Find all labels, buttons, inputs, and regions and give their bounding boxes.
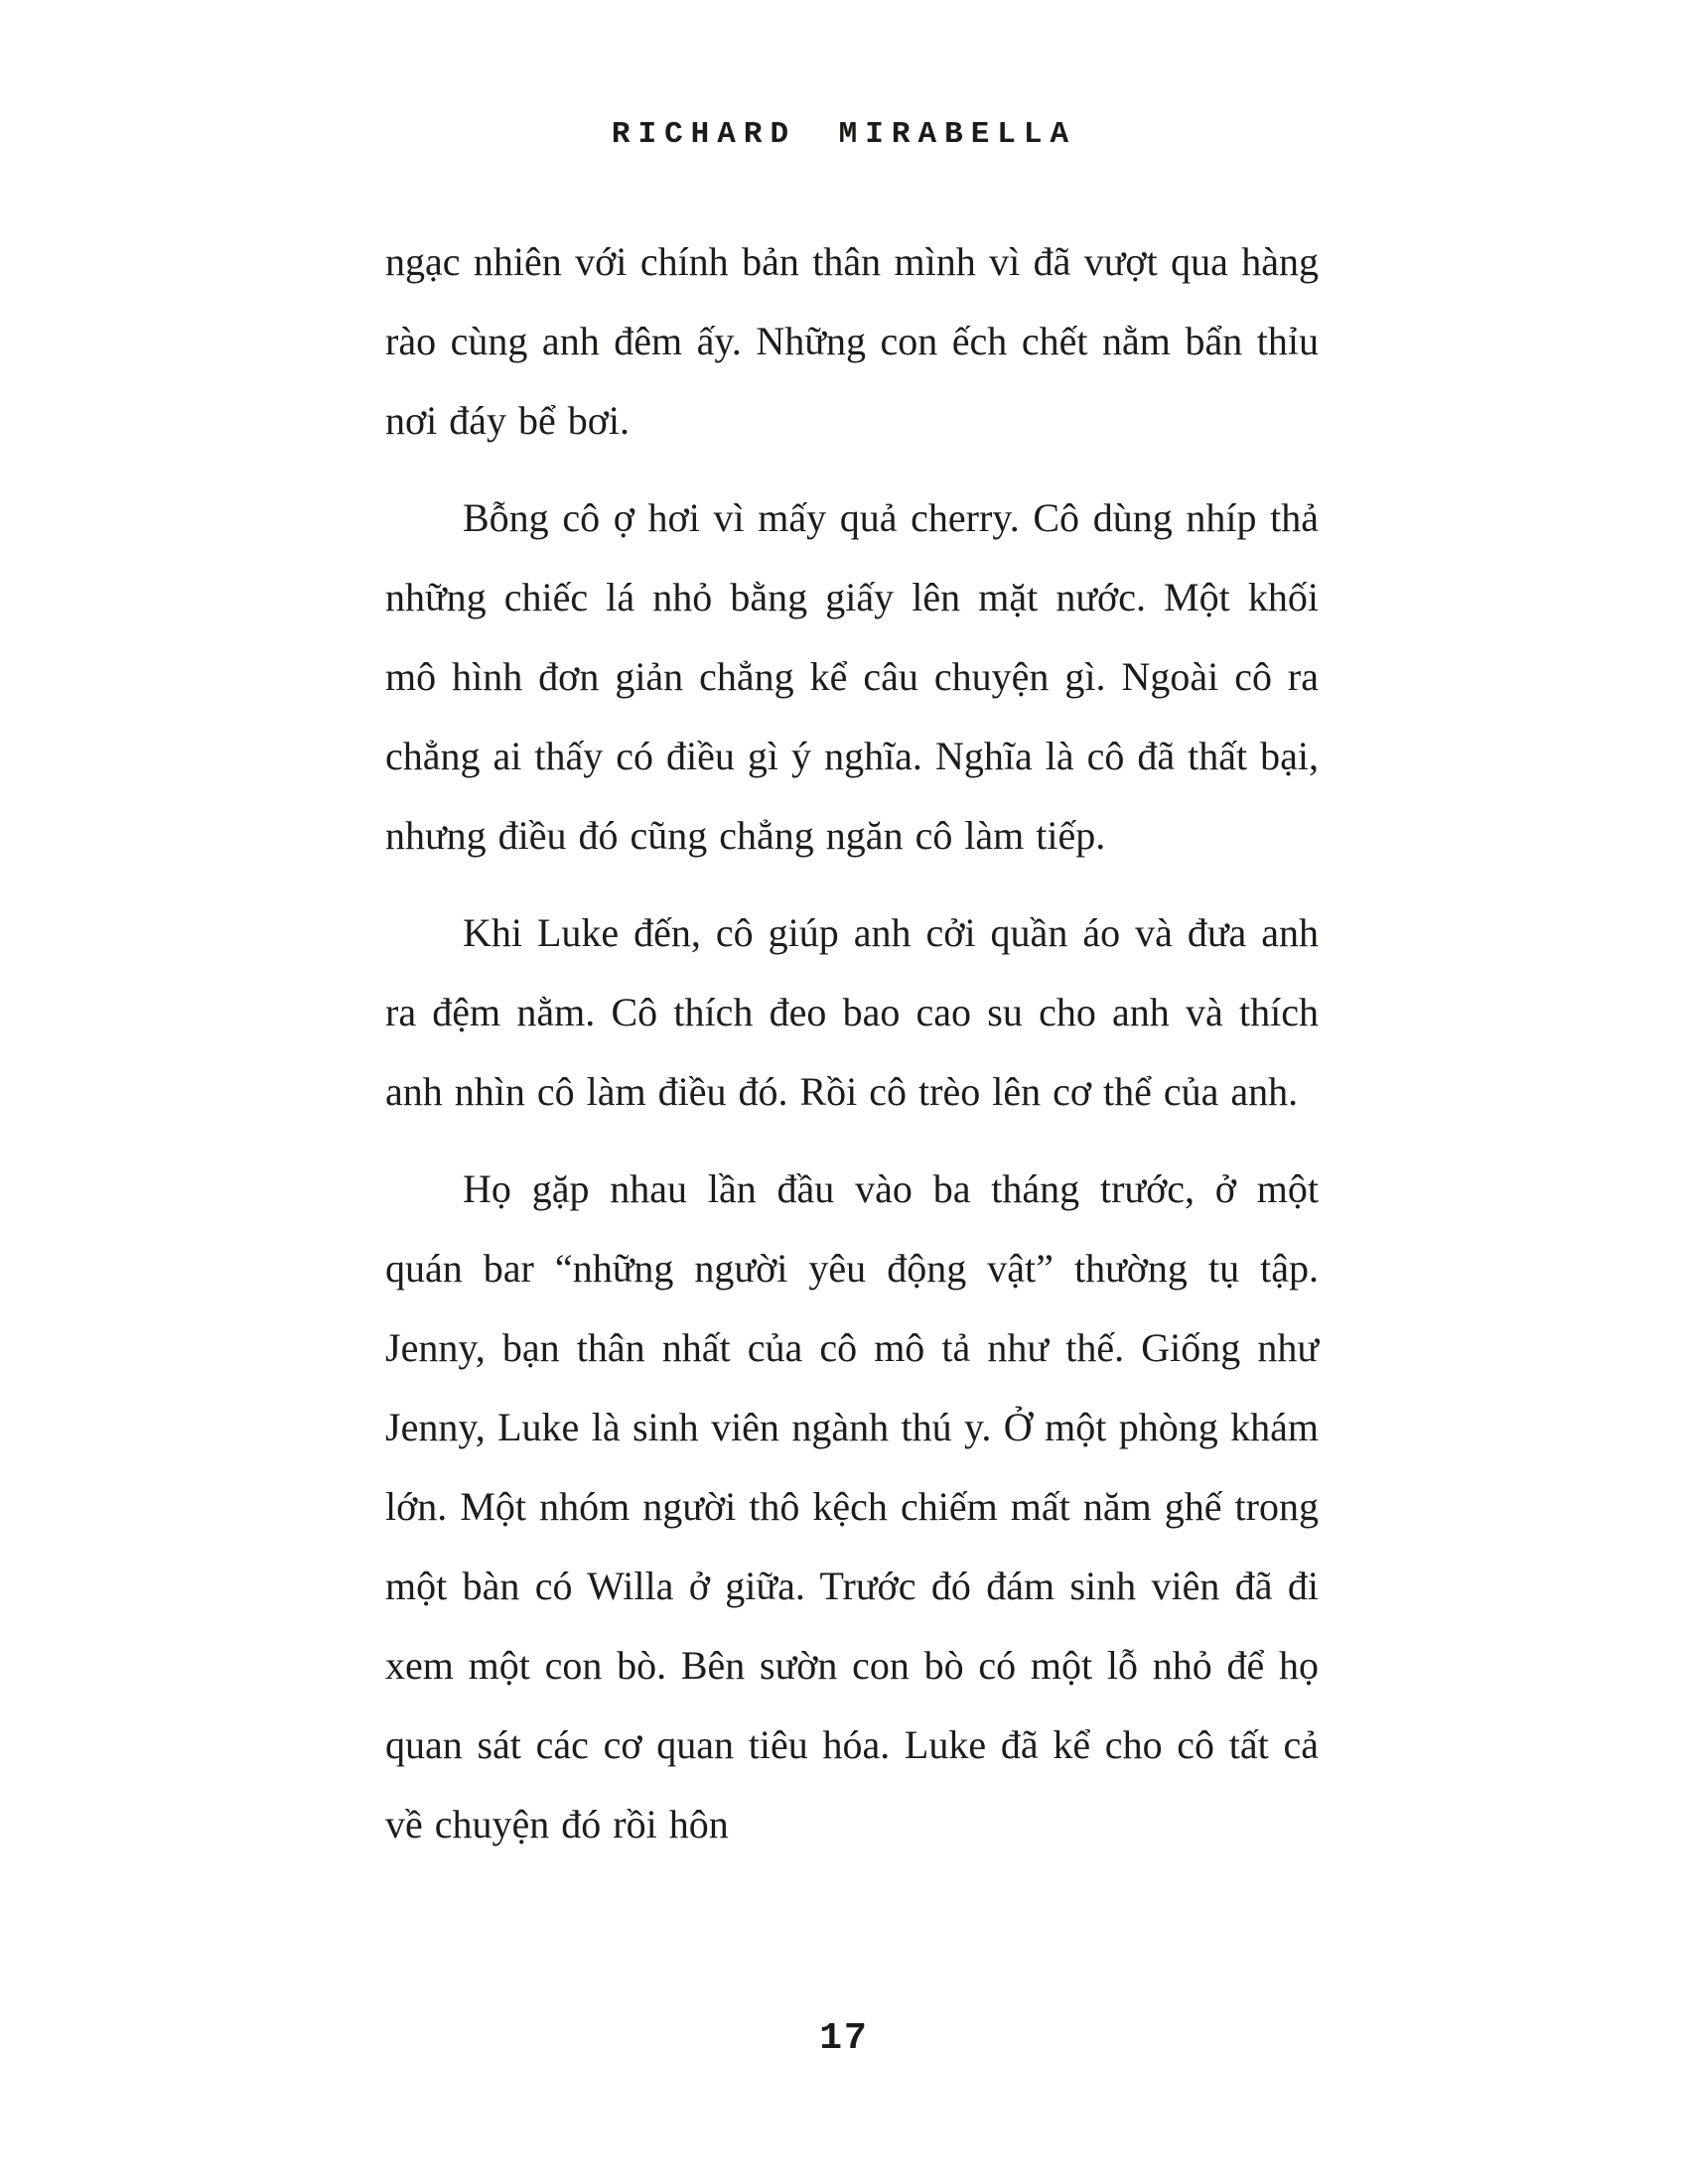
running-header-author: RICHARD MIRABELLA [611,117,1077,152]
page-number: 17 [819,2017,869,2060]
paragraph: ngạc nhiên với chính bản thân mình vì đã vượt qua hàng rào cùng anh đêm ấy. Những con ếch chết nằm bẩn thỉu nơi đáy bể bơi. [385,239,1319,443]
body-text [385,222,1319,1882]
paragraph: Họ gặp nhau lần đầu vào ba tháng trước, ở một quán bar “những người yêu động vật” thường tụ tập. Jenny, bạn thân nhất của cô mô tả như thế. Giống như Jenny, Luke là sinh viên ngành thú y. Ở một phòng khám lớn. Một nhóm người thô kệch chiếm mất năm ghế trong một bàn có Willa ở giữa. Trước đó đám sinh viên đã đi xem một con bò. Bên sườn con bò có một lỗ nhỏ để họ quan sát các cơ quan tiêu hóa. Luke đã kể cho cô tất cả về chuyện đó rồi hôn [385,1166,1319,1846]
paragraph: Bỗng cô ợ hơi vì mấy quả cherry. Cô dùng nhíp thả những chiếc lá nhỏ bằng giấy lên mặt nước. Một khối mô hình đơn giản chẳng kể câu chuyện gì. Ngoài cô ra chẳng ai thấy có điều gì ý nghĩa. Nghĩa là cô đã thất bại, nhưng điều đó cũng chẳng ngăn cô làm tiếp. [385,495,1319,858]
paragraph: Khi Luke đến, cô giúp anh cởi quần áo và đưa anh ra đệm nằm. Cô thích đeo bao cao su cho anh và thích anh nhìn cô làm điều đó. Rồi cô trèo lên cơ thể của anh. [385,910,1319,1114]
